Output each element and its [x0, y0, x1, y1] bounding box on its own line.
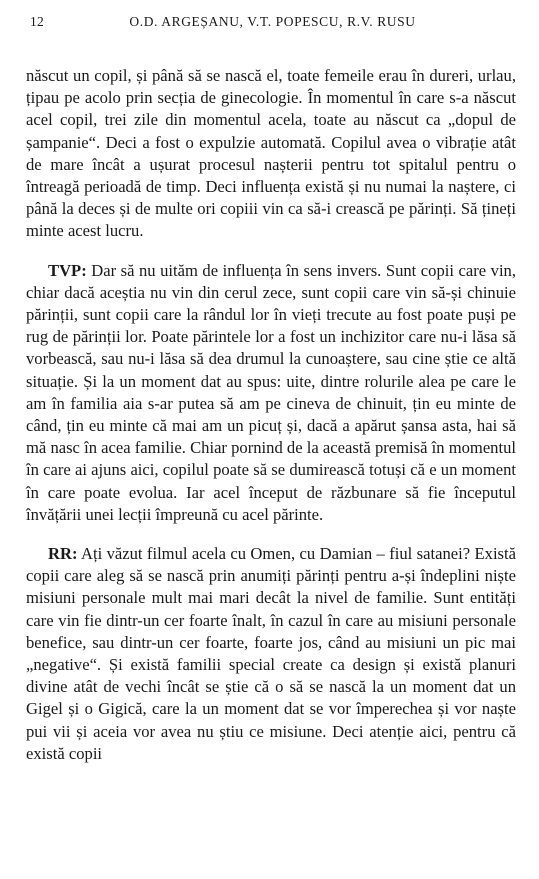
paragraph-text: născut un copil, și până să se nască el, toate femeile erau în dureri, urlau, țipau pe acolo prin secția de ginecologie. În momentul în care s-a născut acel copil, trei zile din momentul acela, toate au născut ca „dopul de șampanie“. Deci a fost o expulzie automată. Copilul avea o vibrație atât de mare încât a ușurat procesul nașterii pentru tot spitalul pentru o întreagă perioadă de timp. Deci influența există și nu numai la naștere, ci până la deces și de multe ori copiii vin ca să-i crească pe părinți. Să țineți minte acest lucru. — [26, 66, 516, 241]
running-head-authors: O.D. ARGEȘANU, V.T. POPESCU, R.V. RUSU — [129, 14, 416, 29]
page-number: 12 — [30, 14, 44, 29]
paragraph-rr — [26, 543, 516, 765]
paragraph-continuation — [26, 65, 516, 243]
speaker-label-rr: RR: — [48, 544, 78, 564]
speaker-label-tvp: TVP: — [48, 260, 87, 280]
paragraph-tvp — [26, 260, 516, 526]
paragraph-text: Dar să nu uităm de influența în sens invers. Sunt copii care vin, chiar dacă aceștia nu vin din cerul zece, sunt copii care vin să-și chinuie părinții, sunt copii care la rândul lor în vieți trecute au fost poate puși pe rug de părinții lor. Poate părintele lor a fost un inchizitor care nu-i lăsa să vorbească, sau nu-i lăsa să dea drumul la cunoaștere, sau cine știe ce altă situație. Și la un moment dat au spus: uite, dintre rolurile alea pe care le am în familia aia s-ar putea să am pe cineva de chinuit, țin eu minte de când, țin eu minte că mai am un picuț și, dacă a apărut șansa asta, hai să mă nasc în acea familie. Chiar pornind de la această premisă în momentul în care ai ajuns aici, copilul poate să se dumirească totuși că e un moment în care poate evolua. Iar acel început de răzbunare să fie începutul învățării unei lecții împreună cu acel părinte. — [26, 260, 516, 524]
body-text — [26, 65, 516, 782]
paragraph-text: Ați văzut filmul acela cu Omen, cu Damian – fiul satanei? Există copii care aleg să se nască prin anumiți părinți pentru a-și îndeplini niște misiuni personale mult mai mari decât la nivel de familie. Sunt entități care vin fie dintr-un cer foarte înalt, în cazul în care au misiuni personale benefice, sau dintr-un cer foarte, foarte jos, când au misiuni un pic mai „negative“. Și există familii special create ca design și există planuri divine atât de vechi încât se știe că o să se nască la un moment dat un Gigel și o Gigică, care la un moment dat se vor împerechea și vor naște pui vii și aceia vor avea nu știu ce misiune. Deci atenție aici, pentru că există copii — [26, 544, 516, 763]
page-header — [26, 14, 519, 34]
